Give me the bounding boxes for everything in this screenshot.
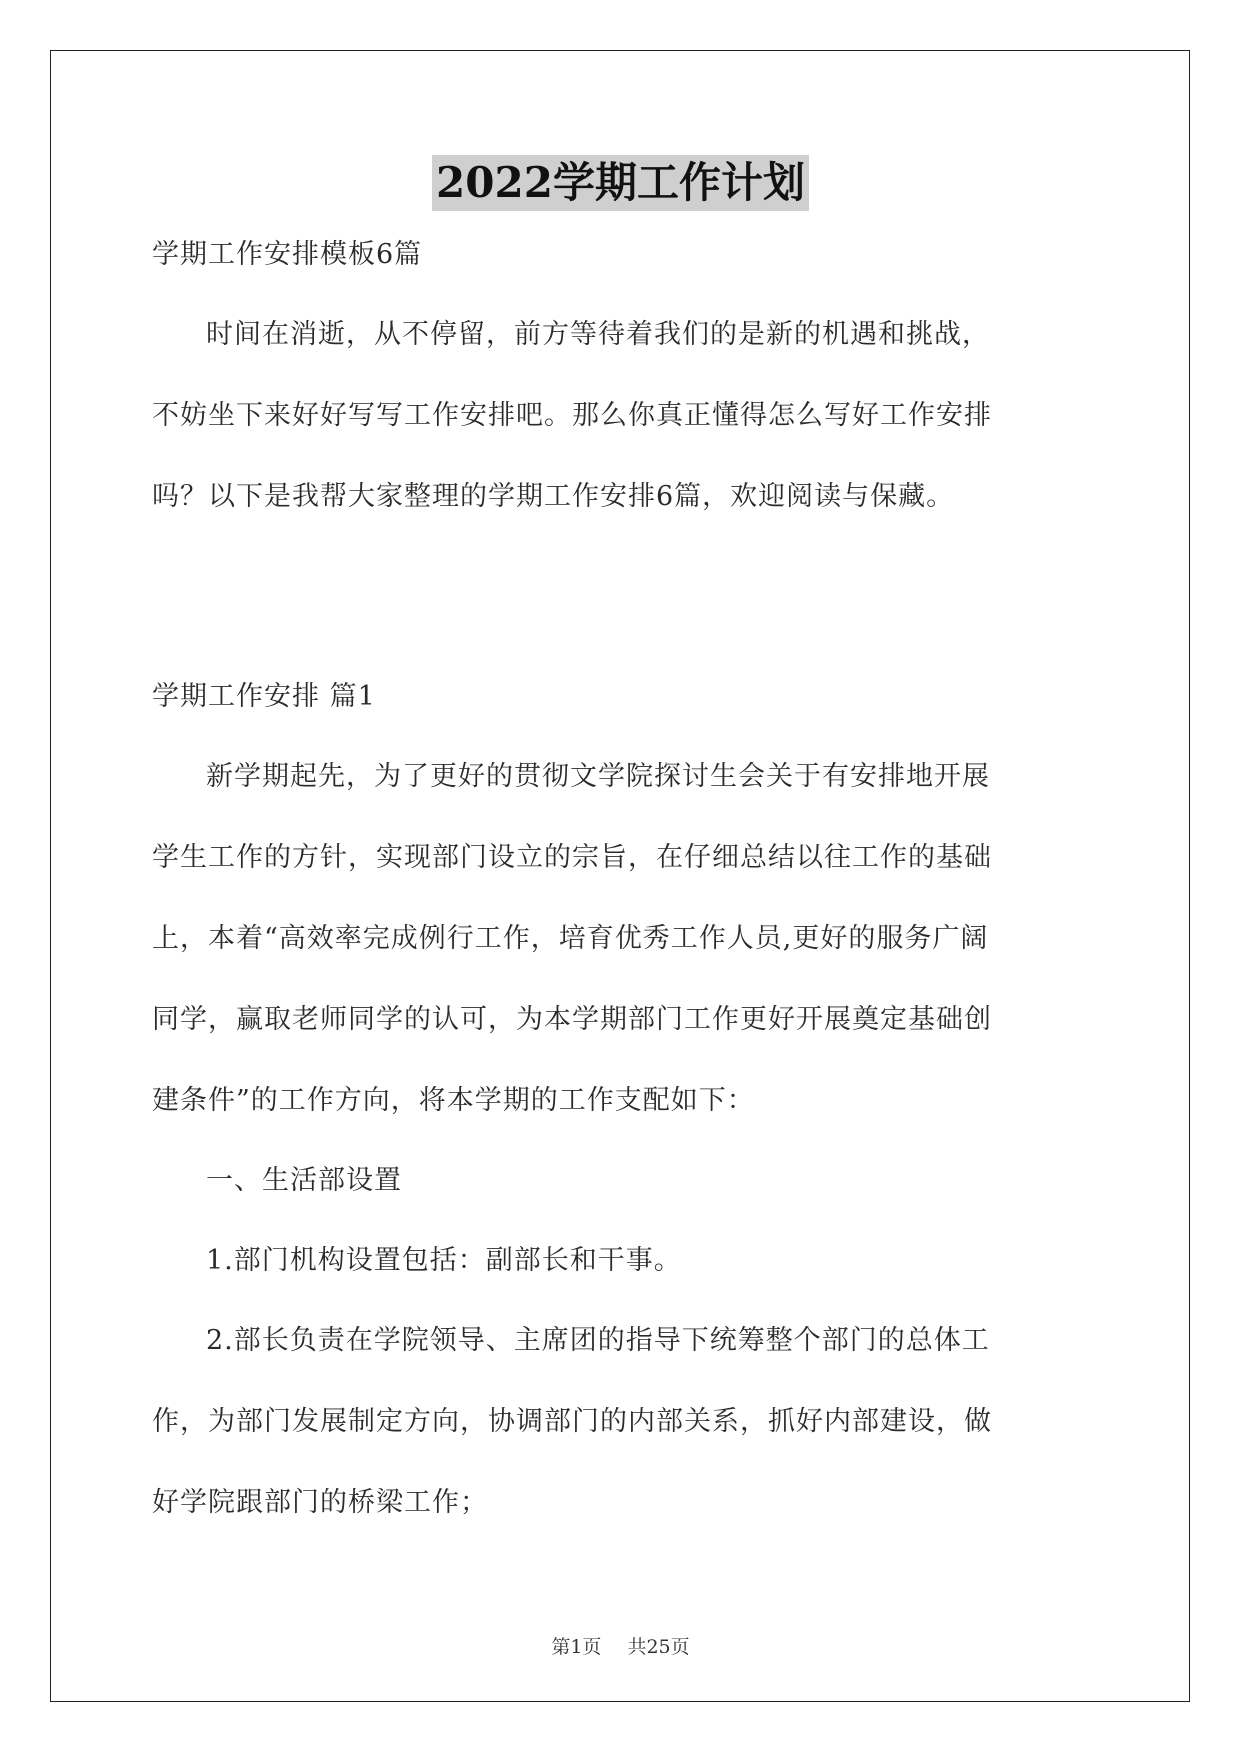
document-body bbox=[152, 235, 1087, 1523]
title-container bbox=[0, 155, 1241, 211]
paragraph-line: 2.部长负责在学院领导、主席团的指导下统筹整个部门的总体工 bbox=[206, 1325, 990, 1356]
section-paragraph bbox=[152, 757, 1087, 1121]
list-item-1: 1.部门机构设置包括：副部长和干事。 bbox=[206, 1245, 682, 1276]
section-heading: 学期工作安排 篇1 bbox=[152, 681, 376, 712]
page-total: 共25页 bbox=[627, 1636, 690, 1658]
paragraph-line: 同学，赢取老师同学的认可，为本学期部门工作更好开展奠定基础创 bbox=[152, 1004, 992, 1035]
intro-paragraph bbox=[152, 315, 1087, 517]
page-footer bbox=[0, 1632, 1241, 1659]
document-subtitle: 学期工作安排模板6篇 bbox=[152, 239, 423, 270]
document-title: 2022学期工作计划 bbox=[432, 155, 809, 211]
paragraph-line: 不妨坐下来好好写写工作安排吧。那么你真正懂得怎么写好工作安排 bbox=[152, 400, 992, 431]
paragraph-line: 吗？以下是我帮大家整理的学期工作安排6篇，欢迎阅读与保藏。 bbox=[152, 481, 955, 512]
paragraph-line: 学生工作的方针，实现部门设立的宗旨，在仔细总结以往工作的基础 bbox=[152, 842, 992, 873]
page-number: 第1页 bbox=[551, 1636, 602, 1658]
paragraph-line: 上，本着“高效率完成例行工作，培育优秀工作人员,更好的服务广阔 bbox=[152, 923, 989, 954]
paragraph-line: 新学期起先，为了更好的贯彻文学院探讨生会关于有安排地开展 bbox=[206, 761, 990, 792]
item-heading: 一、生活部设置 bbox=[206, 1165, 402, 1196]
paragraph-line: 好学院跟部门的桥梁工作； bbox=[152, 1487, 488, 1518]
paragraph-line: 作，为部门发展制定方向，协调部门的内部关系，抓好内部建设，做 bbox=[152, 1406, 992, 1437]
list-item-2 bbox=[152, 1321, 1087, 1523]
paragraph-line: 时间在消逝，从不停留，前方等待着我们的是新的机遇和挑战， bbox=[206, 319, 990, 350]
paragraph-line: 建条件”的工作方向，将本学期的工作支配如下： bbox=[152, 1085, 755, 1116]
